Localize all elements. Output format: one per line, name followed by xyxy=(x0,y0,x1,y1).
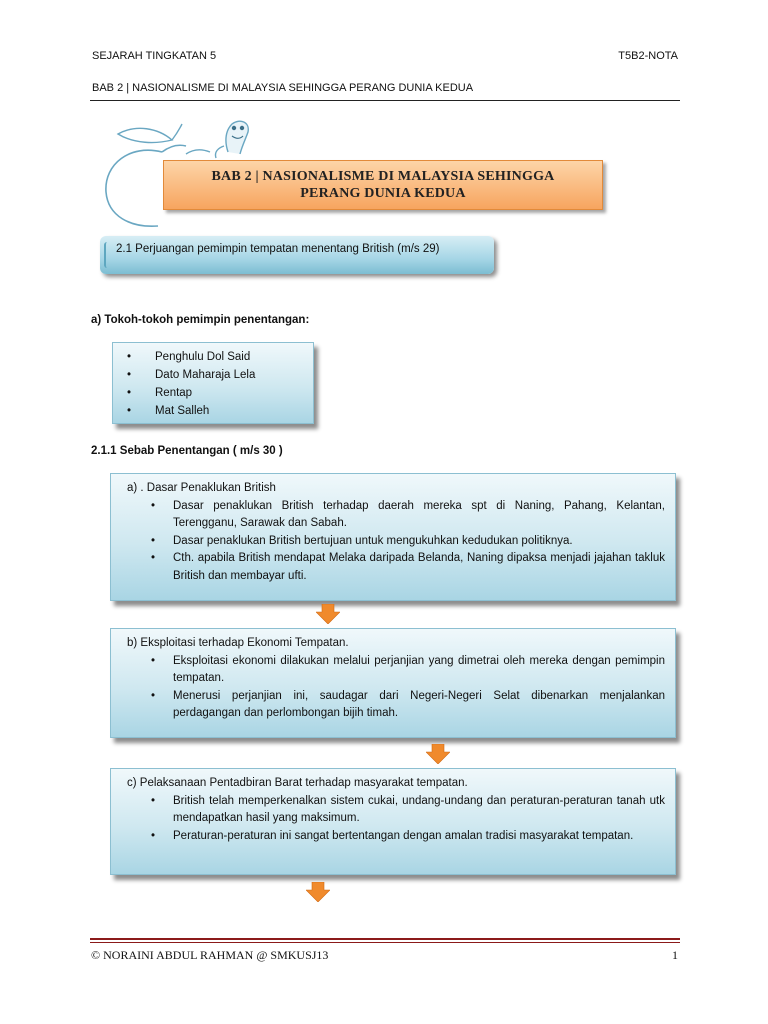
list-item: • Dato Maharaja Lela xyxy=(127,366,313,384)
cause-box-administration xyxy=(110,768,676,875)
cause-points xyxy=(111,498,675,586)
list-item: • Menerusi perjanjian ini, saudagar dari Negeri-Negeri Selat dibenarkan menjalankan perdagangan dan perlombongan bijih timah. xyxy=(151,688,665,723)
chapter-title-line2: PERANG DUNIA KEDUA xyxy=(300,186,466,201)
cause-box-conquest xyxy=(110,473,676,601)
list-item: • Dasar penaklukan British terhadap daerah mereka spt di Naning, Pahang, Kelantan, Terengganu, Sarawak dan Sabah. xyxy=(151,498,665,533)
leaders-list-box xyxy=(112,342,314,424)
footer-rule-thin xyxy=(90,942,680,943)
list-item: • Eksploitasi ekonomi dilakukan melalui perjanjian yang dimetrai oleh mereka dengan pemimpin tempatan. xyxy=(151,653,665,688)
down-arrow-icon xyxy=(316,604,340,624)
chapter-title-line1: BAB 2 | NASIONALISME DI MALAYSIA SEHINGGA xyxy=(211,169,555,184)
cause-points xyxy=(111,793,675,846)
footer-rule xyxy=(90,938,680,940)
leaders-list xyxy=(127,348,313,420)
header-code: T5B2-NOTA xyxy=(618,50,678,62)
list-item: • Peraturan-peraturan ini sangat bertentangan dengan amalan tradisi masyarakat tempatan. xyxy=(151,828,665,846)
page-number: 1 xyxy=(672,948,678,962)
section-heading-scroll xyxy=(100,236,494,274)
list-item: • Mat Salleh xyxy=(127,402,313,420)
list-item: • Penghulu Dol Said xyxy=(127,348,313,366)
header-chapter: BAB 2 | NASIONALISME DI MALAYSIA SEHINGGA PERANG DUNIA KEDUA xyxy=(92,82,474,94)
footer-copyright: © NORAINI ABDUL RAHMAN @ SMKUSJ13 xyxy=(91,948,329,962)
causes-heading: 2.1.1 Sebab Penentangan ( m/s 30 ) xyxy=(91,445,283,457)
cause-title: b) Eksploitasi terhadap Ekonomi Tempatan. xyxy=(127,637,349,649)
list-item: • British telah memperkenalkan sistem cukai, undang-undang dan peraturan-peraturan tanah utk mendapatkan hasil yang maksimum. xyxy=(151,793,665,828)
chapter-title-banner xyxy=(163,160,603,210)
list-item: • Cth. apabila British mendapat Melaka daripada Belanda, Naning dipaksa menjadi jajahan takluk British dan membayar ufti. xyxy=(151,550,665,585)
section-heading: 2.1 Perjuangan pemimpin tempatan menentang British (m/s 29) xyxy=(116,243,440,255)
header-rule xyxy=(90,100,680,101)
cause-title: c) Pelaksanaan Pentadbiran Barat terhadap masyarakat tempatan. xyxy=(127,777,468,789)
list-item: • Rentap xyxy=(127,384,313,402)
list-item: • Dasar penaklukan British bertujuan untuk mengukuhkan kedudukan politiknya. xyxy=(151,533,665,551)
down-arrow-icon xyxy=(426,744,450,764)
header-course: SEJARAH TINGKATAN 5 xyxy=(92,50,217,62)
cause-box-economy xyxy=(110,628,676,738)
leaders-label: a) Tokoh-tokoh pemimpin penentangan: xyxy=(91,314,310,326)
cause-points xyxy=(111,653,675,723)
down-arrow-icon xyxy=(306,882,330,902)
cause-title: a) . Dasar Penaklukan British xyxy=(127,482,276,494)
